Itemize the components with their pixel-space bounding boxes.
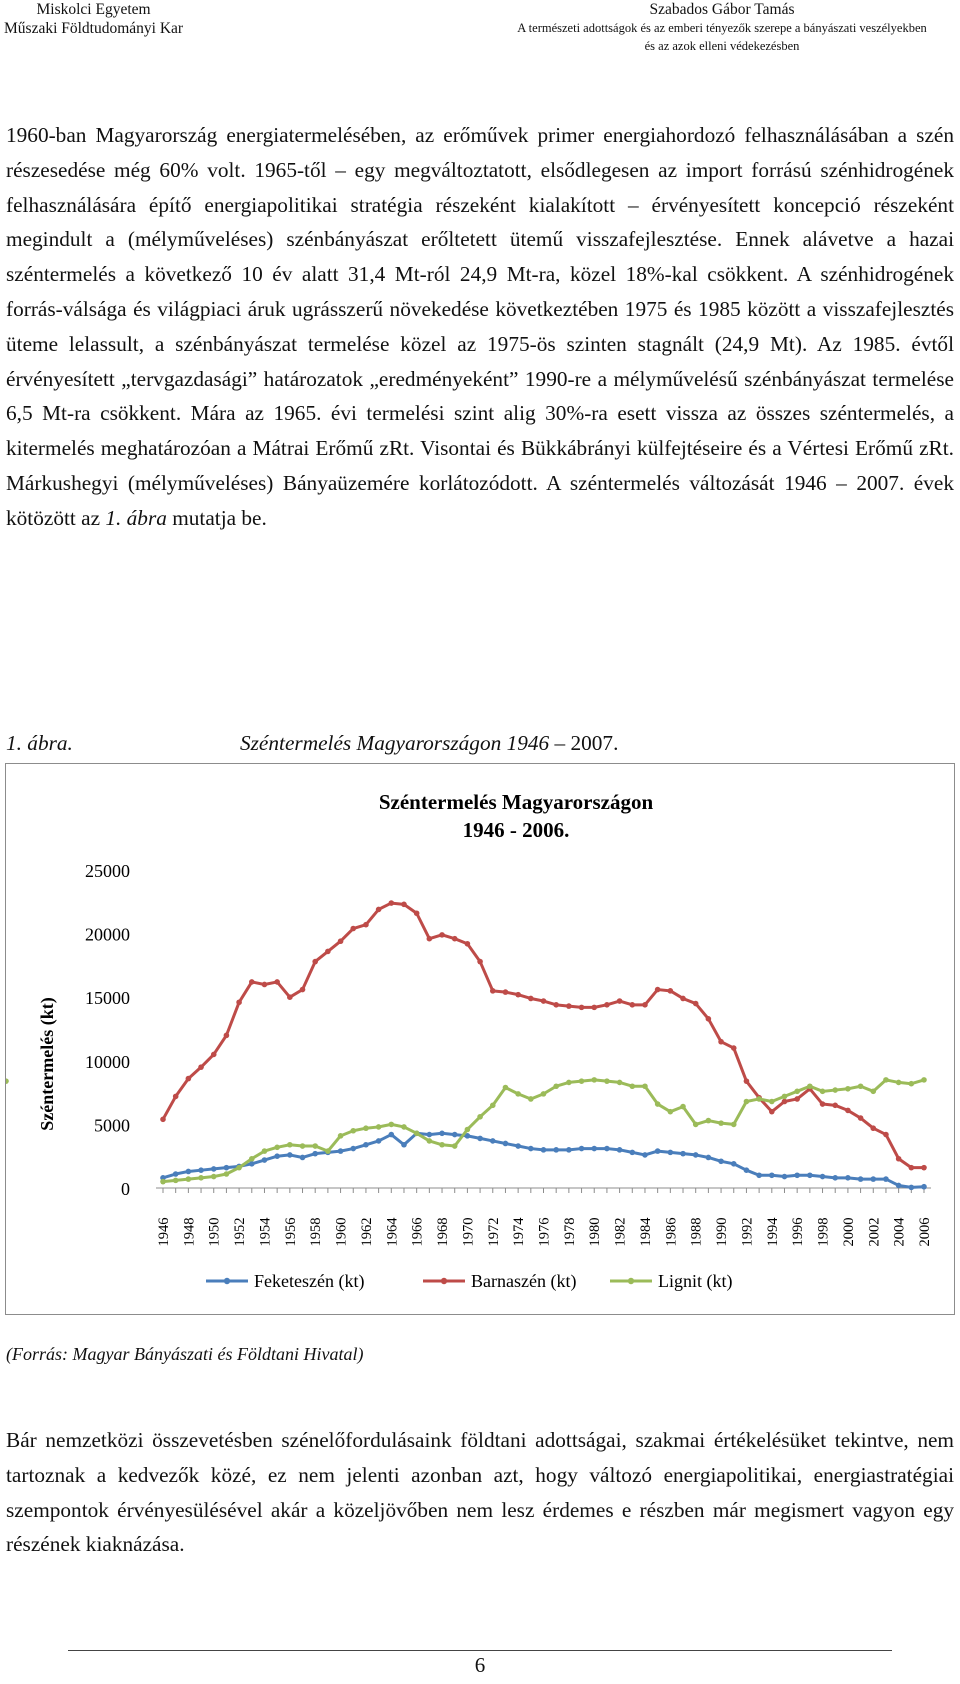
- data-point: [794, 1096, 800, 1102]
- data-point: [477, 1114, 483, 1120]
- data-point: [744, 1167, 750, 1173]
- data-point: [541, 1147, 547, 1153]
- data-point: [845, 1108, 851, 1114]
- data-point: [312, 1143, 318, 1149]
- data-point: [224, 1171, 230, 1177]
- data-point: [858, 1176, 864, 1182]
- data-point: [528, 996, 534, 1002]
- footer-divider: [68, 1650, 892, 1651]
- x-tick-label: 2004: [891, 1217, 908, 1247]
- data-point: [782, 1094, 788, 1100]
- data-point: [642, 1152, 648, 1158]
- data-point: [363, 922, 369, 928]
- data-point: [769, 1172, 775, 1178]
- paragraph-1-tail: mutatja be.: [166, 505, 267, 530]
- data-point: [186, 1169, 192, 1175]
- data-point: [680, 996, 686, 1002]
- data-point: [515, 992, 521, 998]
- data-point: [477, 959, 483, 965]
- data-point: [338, 938, 344, 944]
- data-point: [782, 1099, 788, 1105]
- x-tick-label: 1990: [714, 1217, 731, 1247]
- data-point: [744, 1099, 750, 1105]
- data-point: [198, 1167, 204, 1173]
- data-point: [604, 1146, 610, 1152]
- figure-source: (Forrás: Magyar Bányászati és Földtani Hivatal): [6, 1344, 364, 1364]
- body-paragraph-1: [6, 118, 954, 536]
- data-point: [820, 1101, 826, 1107]
- data-point: [211, 1166, 217, 1172]
- data-point: [845, 1086, 851, 1092]
- data-point: [883, 1176, 889, 1182]
- data-point: [439, 1142, 445, 1148]
- data-point: [376, 1124, 382, 1130]
- data-point: [591, 1146, 597, 1152]
- y-tick-label: 5000: [94, 1115, 130, 1136]
- data-point: [617, 1080, 623, 1086]
- data-point: [909, 1185, 915, 1191]
- data-point: [731, 1122, 737, 1128]
- data-point: [794, 1172, 800, 1178]
- data-point: [566, 1147, 572, 1153]
- figure-label: 1. ábra.: [6, 731, 73, 755]
- x-tick-label: 1952: [232, 1217, 249, 1247]
- data-point: [452, 936, 458, 942]
- data-point: [350, 1128, 356, 1134]
- data-point: [896, 1156, 902, 1162]
- data-point: [756, 1096, 762, 1102]
- data-point: [325, 949, 331, 955]
- x-tick-label: 1960: [333, 1217, 350, 1247]
- x-tick-label: 1992: [739, 1217, 756, 1247]
- figure-title-year: 2007.: [565, 731, 619, 755]
- legend-swatch-marker: [224, 1278, 230, 1284]
- data-point: [883, 1077, 889, 1083]
- x-tick-label: 1950: [206, 1217, 223, 1247]
- data-point: [198, 1064, 204, 1070]
- data-point: [401, 1124, 407, 1130]
- header-author: Szabados Gábor Tamás: [649, 1, 795, 18]
- chart-frame: [5, 763, 955, 1315]
- data-point: [718, 1120, 724, 1126]
- legend-label: Barnaszén (kt): [471, 1271, 577, 1291]
- data-point: [541, 1091, 547, 1097]
- header-university: Miskolci Egyetem: [36, 1, 151, 18]
- data-point: [528, 1146, 534, 1152]
- data-point: [376, 1138, 382, 1144]
- data-point: [490, 1103, 496, 1109]
- data-point: [870, 1125, 876, 1131]
- data-point: [756, 1172, 762, 1178]
- data-point: [300, 1143, 306, 1149]
- data-point: [300, 1155, 306, 1161]
- data-point: [655, 1148, 661, 1154]
- data-point: [439, 1131, 445, 1137]
- data-point: [858, 1115, 864, 1121]
- x-tick-label: 1948: [181, 1217, 198, 1247]
- data-point: [591, 1077, 597, 1083]
- data-point: [312, 959, 318, 965]
- data-point: [718, 1039, 724, 1045]
- header-title-line1: A természeti adottságok és az emberi tényezők szerepe a bányászati veszélyekben: [517, 21, 927, 35]
- series-line: [163, 1133, 924, 1187]
- data-point: [553, 1002, 559, 1008]
- coal-production-chart: [6, 764, 954, 1314]
- data-point: [350, 1146, 356, 1152]
- data-point: [477, 1136, 483, 1142]
- data-point: [553, 1147, 559, 1153]
- data-point: [541, 998, 547, 1004]
- data-point: [6, 1078, 9, 1084]
- data-point: [604, 1078, 610, 1084]
- x-tick-label: 1978: [561, 1217, 578, 1247]
- data-point: [909, 1165, 915, 1171]
- y-tick-label: 20000: [85, 924, 130, 945]
- header-left: [4, 0, 183, 38]
- data-point: [921, 1077, 927, 1083]
- data-point: [782, 1174, 788, 1180]
- data-point: [731, 1045, 737, 1051]
- data-point: [363, 1125, 369, 1131]
- data-point: [693, 1001, 699, 1007]
- data-point: [820, 1174, 826, 1180]
- x-tick-label: 1988: [688, 1217, 705, 1247]
- legend-swatch-marker: [441, 1278, 447, 1284]
- data-point: [452, 1132, 458, 1138]
- y-axis-label: Széntermelés (kt): [37, 997, 57, 1131]
- data-point: [807, 1083, 813, 1089]
- data-point: [591, 1005, 597, 1011]
- data-point: [198, 1175, 204, 1181]
- data-point: [490, 1138, 496, 1144]
- data-point: [427, 1138, 433, 1144]
- data-point: [858, 1083, 864, 1089]
- y-tick-label: 25000: [85, 861, 130, 881]
- series-line: [163, 903, 924, 1168]
- y-tick-label: 0: [121, 1179, 130, 1199]
- data-point: [629, 1083, 635, 1089]
- data-point: [921, 1165, 927, 1171]
- data-point: [236, 999, 242, 1005]
- x-tick-label: 1972: [485, 1217, 502, 1247]
- data-point: [503, 1085, 509, 1091]
- data-point: [896, 1183, 902, 1189]
- data-point: [744, 1078, 750, 1084]
- legend-swatch-marker: [628, 1278, 634, 1284]
- figure-caption: [6, 731, 619, 756]
- figure-title: [240, 731, 618, 756]
- chart-title-line2: 1946 - 2006.: [462, 818, 570, 842]
- x-tick-label: 1970: [460, 1217, 477, 1247]
- data-point: [629, 1002, 635, 1008]
- data-point: [832, 1103, 838, 1109]
- data-point: [515, 1091, 521, 1097]
- data-point: [186, 1176, 192, 1182]
- data-point: [807, 1172, 813, 1178]
- x-tick-label: 1980: [587, 1217, 604, 1247]
- data-point: [173, 1171, 179, 1177]
- data-point: [503, 989, 509, 995]
- y-tick-label: 10000: [85, 1051, 130, 1072]
- x-tick-label: 1946: [156, 1217, 172, 1247]
- data-point: [769, 1099, 775, 1105]
- data-point: [249, 979, 255, 985]
- data-point: [465, 941, 471, 947]
- data-point: [655, 1101, 661, 1107]
- figure-title-dash: –: [554, 731, 566, 755]
- data-point: [883, 1132, 889, 1138]
- x-tick-label: 1954: [257, 1217, 274, 1247]
- data-point: [287, 1142, 293, 1148]
- paragraph-2-text: Bár nemzetközi összevetésben szénelőfordulásaink földtani adottságai, szakmai értékelésüket tekintve, nem tartoznak a kedvezők közé, ez nem jelenti azonban azt, hogy változó energiapolitikai, energiastratégiai szempontok érvényesülésével akár a közeljövőben nem lesz érdemes e részben már megismert vagyon egy részének kiaknázása.: [6, 1428, 954, 1557]
- paragraph-1-text: 1960-ban Magyarország energiatermelésében, az erőművek primer energiahordozó felhasználásában a szén részesedése még 60% volt. 1965-től – egy megváltoztatott, elsődlegesen az import forrású szénhidrogének felhasználására építő energiapolitikai stratégia részeként kialakított – érvényesített koncepció részeként megindult a (mélyműveléses) szénbányászat erőltetett ütemű visszafejlesztése. Ennek alávetve a hazai széntermelés a következő 10 év alatt 31,4 Mt-ról 24,9 Mt-ra, közel 18%-kal csökkent. A szénhidrogének forrás-válsága és világpiaci áruk ugrásszerű növekedése következtében 1975 és 1985 között a visszafejlesztés üteme lelassult, a szénbányászat termelése közel az 1975-ös szinten stagnált (24,9 Mt). Az 1985. évtől érvényesített „tervgazdasági” határozatok „eredményeként” 1990-re a mélyművelésű szénbányászat termelése 6,5 Mt-ra csökkent. Mára az 1965. évi termelési szint alig 30%-ra esett vissza az összes széntermelés, a kitermelés meghatározóan a Mátrai Erőmű zRt. Visontai és Bükkábrányi külfejtéseire és a Vértesi Erőmű zRt. Márkushegyi (mélyműveléses) Bányaüzemére korlátozódott. A széntermelés változását 1946 – 2007. évek kötözött az: [6, 123, 954, 530]
- data-point: [350, 926, 356, 932]
- data-point: [414, 1131, 420, 1137]
- x-tick-label: 1994: [764, 1217, 781, 1247]
- data-point: [376, 907, 382, 913]
- data-point: [249, 1156, 255, 1162]
- data-point: [414, 910, 420, 916]
- data-point: [579, 1005, 585, 1011]
- data-point: [389, 900, 395, 906]
- data-point: [832, 1087, 838, 1093]
- data-point: [604, 1002, 610, 1008]
- data-point: [680, 1104, 686, 1110]
- data-point: [668, 1109, 674, 1115]
- data-point: [921, 1184, 927, 1190]
- data-point: [236, 1165, 242, 1171]
- chart-title-line1: Széntermelés Magyarországon: [378, 790, 654, 814]
- page-number: 6: [474, 1653, 486, 1677]
- data-point: [211, 1052, 217, 1058]
- chart-series: [6, 900, 927, 1190]
- data-point: [186, 1076, 192, 1082]
- data-point: [668, 988, 674, 994]
- data-point: [566, 1003, 572, 1009]
- figure-reference: 1. ábra: [105, 505, 167, 530]
- data-point: [503, 1141, 509, 1147]
- data-point: [262, 1157, 268, 1163]
- data-point: [389, 1132, 395, 1138]
- data-point: [668, 1150, 674, 1156]
- data-point: [642, 1002, 648, 1008]
- data-point: [832, 1175, 838, 1181]
- data-point: [160, 1117, 166, 1123]
- y-axis-ticks: [85, 861, 130, 1199]
- data-point: [693, 1122, 699, 1128]
- data-point: [262, 1148, 268, 1154]
- x-tick-label: 1966: [409, 1217, 426, 1247]
- data-point: [427, 1132, 433, 1138]
- x-tick-label: 1984: [637, 1217, 654, 1247]
- data-point: [706, 1155, 712, 1161]
- data-point: [896, 1080, 902, 1086]
- x-tick-label: 2002: [866, 1217, 883, 1247]
- legend-label: Feketeszén (kt): [254, 1271, 365, 1291]
- data-point: [629, 1150, 635, 1156]
- data-point: [287, 1152, 293, 1158]
- x-tick-label: 1998: [815, 1217, 832, 1247]
- x-tick-label: 2000: [840, 1217, 857, 1247]
- data-point: [287, 994, 293, 1000]
- data-point: [528, 1096, 534, 1102]
- data-point: [224, 1165, 230, 1171]
- x-tick-label: 1964: [384, 1217, 401, 1247]
- x-axis: [156, 1188, 933, 1247]
- x-tick-label: 1976: [536, 1217, 553, 1247]
- data-point: [452, 1143, 458, 1149]
- data-point: [845, 1175, 851, 1181]
- data-point: [262, 982, 268, 988]
- x-tick-label: 1958: [308, 1217, 325, 1247]
- data-point: [224, 1033, 230, 1039]
- data-point: [274, 1144, 280, 1150]
- data-point: [769, 1109, 775, 1115]
- x-tick-label: 1968: [435, 1217, 452, 1247]
- data-point: [706, 1118, 712, 1124]
- header-title-line2: és az azok elleni védekezésben: [644, 39, 800, 53]
- data-point: [338, 1133, 344, 1139]
- data-point: [300, 987, 306, 993]
- data-point: [325, 1148, 331, 1154]
- figure-title-text: Széntermelés Magyarországon 1946: [240, 731, 555, 755]
- data-point: [693, 1152, 699, 1158]
- header-faculty: Műszaki Földtudományi Kar: [4, 20, 184, 37]
- body-paragraph-2: [6, 1423, 954, 1562]
- data-point: [211, 1174, 217, 1180]
- x-tick-label: 1962: [358, 1217, 375, 1247]
- data-point: [579, 1078, 585, 1084]
- data-point: [655, 987, 661, 993]
- data-point: [515, 1143, 521, 1149]
- data-point: [617, 998, 623, 1004]
- chart-legend: [206, 1271, 733, 1292]
- legend-label: Lignit (kt): [658, 1271, 733, 1291]
- data-point: [401, 902, 407, 908]
- data-point: [566, 1080, 572, 1086]
- data-point: [465, 1127, 471, 1133]
- data-point: [338, 1148, 344, 1154]
- data-point: [490, 988, 496, 994]
- data-point: [617, 1147, 623, 1153]
- x-tick-label: 1974: [511, 1217, 528, 1247]
- data-point: [553, 1083, 559, 1089]
- data-point: [160, 1179, 166, 1185]
- data-point: [439, 932, 445, 938]
- data-point: [312, 1151, 318, 1157]
- x-tick-label: 1956: [282, 1217, 299, 1247]
- data-point: [642, 1083, 648, 1089]
- data-point: [389, 1122, 395, 1128]
- x-tick-label: 1986: [663, 1217, 680, 1247]
- x-tick-label: 2006: [917, 1217, 933, 1247]
- data-point: [363, 1142, 369, 1148]
- header-right: [512, 0, 932, 55]
- data-point: [427, 936, 433, 942]
- data-point: [579, 1146, 585, 1152]
- data-point: [870, 1176, 876, 1182]
- data-point: [173, 1178, 179, 1184]
- data-point: [706, 1016, 712, 1022]
- data-point: [274, 979, 280, 985]
- x-tick-label: 1996: [790, 1217, 807, 1247]
- data-point: [909, 1081, 915, 1087]
- y-tick-label: 15000: [85, 988, 130, 1009]
- data-point: [731, 1161, 737, 1167]
- data-point: [401, 1142, 407, 1148]
- data-point: [794, 1089, 800, 1095]
- data-point: [870, 1089, 876, 1095]
- x-tick-label: 1982: [612, 1217, 629, 1247]
- data-point: [173, 1094, 179, 1100]
- data-point: [274, 1153, 280, 1159]
- data-point: [820, 1089, 826, 1095]
- data-point: [718, 1158, 724, 1164]
- data-point: [680, 1151, 686, 1157]
